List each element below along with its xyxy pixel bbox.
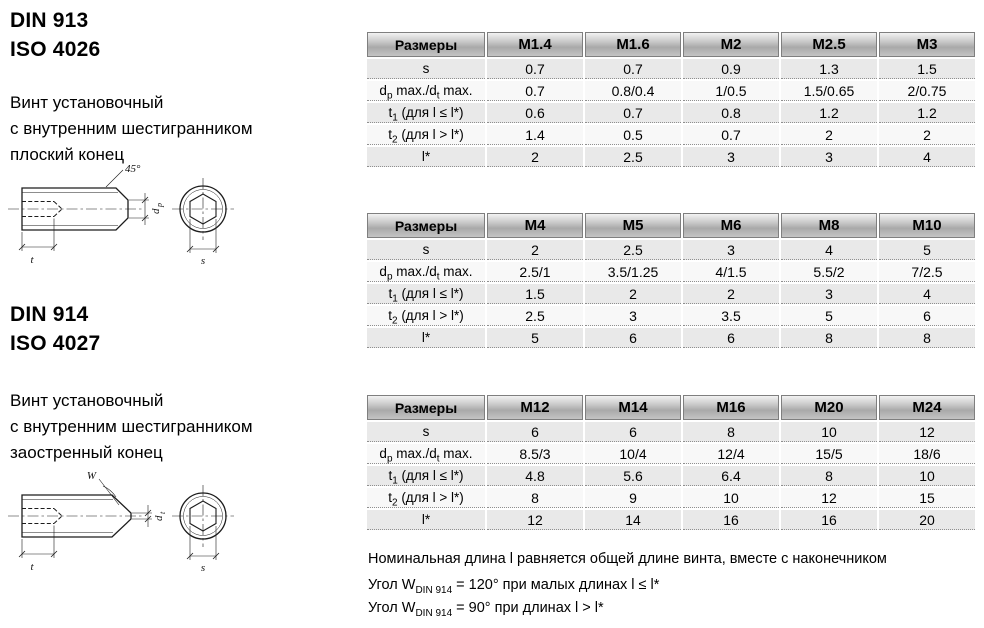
dimension-value: 4	[879, 147, 975, 167]
svg-text:t: t	[158, 511, 167, 514]
table-row	[367, 262, 975, 282]
dimension-value: 5	[781, 306, 877, 326]
dimension-value: 0.7	[487, 81, 583, 101]
column-header-size: M16	[683, 395, 779, 420]
column-header-size: M3	[879, 32, 975, 57]
table-row	[367, 328, 975, 348]
dimension-value: 1.5	[487, 284, 583, 304]
dimension-value: 8.5/3	[487, 444, 583, 464]
cone-point-diameter-label: d	[153, 515, 165, 521]
dimension-value: 2	[683, 284, 779, 304]
dimension-value: 15	[879, 488, 975, 508]
column-header-size: M24	[879, 395, 975, 420]
dimension-value: 1/0.5	[683, 81, 779, 101]
dimension-value: 1.5/0.65	[781, 81, 877, 101]
svg-text:p: p	[155, 203, 164, 207]
dimension-value: 10	[781, 422, 877, 442]
table-row	[367, 81, 975, 101]
column-header-size: M8	[781, 213, 877, 238]
dimension-value: 5	[879, 240, 975, 260]
table-row	[367, 284, 975, 304]
description-line: с внутренним шестигранником	[10, 417, 253, 436]
row-label: s	[367, 422, 485, 442]
dimension-value: 0.7	[585, 103, 681, 123]
flat-drawing-labels	[30, 163, 205, 267]
dimension-value: 0.6	[487, 103, 583, 123]
dimension-value: 1.5	[879, 59, 975, 79]
dimension-value: 12	[781, 488, 877, 508]
dimension-value: 4.8	[487, 466, 583, 486]
column-header-size: M5	[585, 213, 681, 238]
table-row	[367, 488, 975, 508]
row-label: l*	[367, 147, 485, 167]
dimension-value: 6	[487, 422, 583, 442]
dimension-value: 15/5	[781, 444, 877, 464]
dimension-value: 10/4	[585, 444, 681, 464]
dimension-value: 2.5	[585, 240, 681, 260]
row-label: $d_p$ $\max./d_t$ max.	[367, 81, 485, 101]
dimension-value: 4	[781, 240, 877, 260]
dimension-value: 1.4	[487, 125, 583, 145]
column-header-size: M2	[683, 32, 779, 57]
description-line: плоский конец	[10, 145, 125, 164]
dimension-value: 0.8/0.4	[585, 81, 681, 101]
header-row	[367, 213, 975, 238]
header-row	[367, 32, 975, 57]
column-header-size: M10	[879, 213, 975, 238]
dimension-value: 8	[487, 488, 583, 508]
dimension-value: 3	[683, 147, 779, 167]
dimension-value: 0.7	[585, 59, 681, 79]
column-header-sizes: Размеры	[367, 32, 485, 57]
dimension-value: 3	[781, 147, 877, 167]
dimension-value: 0.8	[683, 103, 779, 123]
table-row	[367, 103, 975, 123]
standard-heading-din913	[10, 6, 100, 64]
row-label: $t_2$ (для l > l*)	[367, 125, 485, 145]
note-nominal-length: Номинальная длина l равняется общей длине винта, вместе с наконечником	[368, 551, 887, 567]
column-header-size: M4	[487, 213, 583, 238]
description-din913	[10, 90, 253, 168]
din913-number: DIN 913	[10, 9, 89, 32]
cone-angle-label: W	[86, 470, 96, 482]
column-header-size: M1.6	[585, 32, 681, 57]
dimension-value: 9	[585, 488, 681, 508]
table-row	[367, 306, 975, 326]
dimension-value: 0.7	[683, 125, 779, 145]
chamfer-angle-label: 45°	[125, 163, 141, 175]
dimension-value: 18/6	[879, 444, 975, 464]
dimension-value: 2	[879, 125, 975, 145]
iso4026-number: ISO 4026	[10, 38, 101, 61]
column-header-size: M2.5	[781, 32, 877, 57]
row-label: $t_1$ (для l ≤ l*)	[367, 466, 485, 486]
table-row	[367, 125, 975, 145]
column-header-size: M14	[585, 395, 681, 420]
dimension-value: 6	[585, 422, 681, 442]
dimension-value: 1.2	[879, 103, 975, 123]
dimension-value: 2.5	[585, 147, 681, 167]
dimension-value: 3.5/1.25	[585, 262, 681, 282]
dimension-value: 5.6	[585, 466, 681, 486]
dimension-value: 12/4	[683, 444, 779, 464]
dimension-value: 16	[683, 510, 779, 530]
column-header-sizes: Размеры	[367, 395, 485, 420]
column-header-size: M1.4	[487, 32, 583, 57]
cone-screw-side-view	[8, 479, 152, 558]
dimension-value: 6	[585, 328, 681, 348]
description-line: с внутренним шестигранником	[10, 119, 253, 138]
header-row	[367, 395, 975, 420]
dimension-value: 3.5	[683, 306, 779, 326]
row-label: $t_1$ (для l ≤ l*)	[367, 284, 485, 304]
dimension-value: 6.4	[683, 466, 779, 486]
dimension-value: 0.5	[585, 125, 681, 145]
dimension-value: 8	[683, 422, 779, 442]
dimension-value: 8	[781, 466, 877, 486]
table-row	[367, 59, 975, 79]
dimensions-table-m12-m24	[365, 393, 977, 532]
dimension-value: 10	[879, 466, 975, 486]
dimension-value: 16	[781, 510, 877, 530]
dimension-value: 4/1.5	[683, 262, 779, 282]
din914-number: DIN 914	[10, 303, 89, 326]
row-label: l*	[367, 510, 485, 530]
flat-screw-end-view	[172, 178, 234, 253]
flat-screw-side-view	[8, 170, 149, 251]
dimensions-table-m4-m10	[365, 211, 977, 350]
dimension-value: 12	[879, 422, 975, 442]
dimension-value: 14	[585, 510, 681, 530]
dimension-value: 3	[781, 284, 877, 304]
cone-drawing-labels	[30, 470, 205, 574]
across-flats-label: s	[200, 255, 206, 267]
dimension-value: 20	[879, 510, 975, 530]
dimension-value: 6	[879, 306, 975, 326]
column-header-size: M12	[487, 395, 583, 420]
dimension-value: 10	[683, 488, 779, 508]
dimension-value: 1.2	[781, 103, 877, 123]
row-label: l*	[367, 328, 485, 348]
dimension-value: 0.7	[487, 59, 583, 79]
dimension-value: 2	[585, 284, 681, 304]
row-label: s	[367, 240, 485, 260]
row-label: $t_2$ (для l > l*)	[367, 488, 485, 508]
note-angle-90: Угол $W_{DIN 914} = 90^\circ$ при длинах l > l*	[368, 600, 604, 619]
table-row	[367, 147, 975, 167]
table-row	[367, 240, 975, 260]
table-row	[367, 510, 975, 530]
dimension-value: 7/2.5	[879, 262, 975, 282]
cone-screw-end-view	[172, 485, 234, 560]
dimension-value: 5.5/2	[781, 262, 877, 282]
dimension-value: 5	[487, 328, 583, 348]
dimension-value: 2	[487, 240, 583, 260]
flat-point-diameter-label: d	[150, 208, 162, 214]
dimension-value: 0.9	[683, 59, 779, 79]
dimension-value: 12	[487, 510, 583, 530]
description-din914	[10, 388, 253, 466]
socket-depth-label: t	[30, 254, 34, 266]
flat-point-screw-drawing	[2, 163, 264, 269]
dimension-value: 6	[683, 328, 779, 348]
dimension-value: 3	[585, 306, 681, 326]
dimension-value: 8	[781, 328, 877, 348]
dimension-value: 2	[487, 147, 583, 167]
row-label: $t_1$ (для l ≤ l*)	[367, 103, 485, 123]
dimension-value: 2.5/1	[487, 262, 583, 282]
description-line: заостренный конец	[10, 443, 163, 462]
note-angle-120: Угол $W_{DIN 914} = 120^\circ$ при малых длинах l ≤ l*	[368, 577, 660, 596]
dimension-value: 2	[781, 125, 877, 145]
table-row	[367, 422, 975, 442]
socket-depth-label: t	[30, 561, 34, 573]
dimension-value: 2.5	[487, 306, 583, 326]
dimension-value: 8	[879, 328, 975, 348]
table-row	[367, 444, 975, 464]
standard-heading-din914	[10, 300, 100, 358]
row-label: $t_2$ (для l > l*)	[367, 306, 485, 326]
row-label: $d_p$ $\max./d_t$ max.	[367, 262, 485, 282]
dimension-value: 1.3	[781, 59, 877, 79]
row-label: s	[367, 59, 485, 79]
description-line: Винт установочный	[10, 391, 164, 410]
table-row	[367, 466, 975, 486]
dimension-value: 2/0.75	[879, 81, 975, 101]
row-label: $d_p$ $\max./d_t$ max.	[367, 444, 485, 464]
column-header-sizes: Размеры	[367, 213, 485, 238]
column-header-size: M20	[781, 395, 877, 420]
iso4027-number: ISO 4027	[10, 332, 101, 355]
description-line: Винт установочный	[10, 93, 164, 112]
dimension-value: 4	[879, 284, 975, 304]
across-flats-label: s	[200, 562, 206, 574]
dimensions-table-m1-4-m3	[365, 30, 977, 169]
column-header-size: M6	[683, 213, 779, 238]
dimension-value: 3	[683, 240, 779, 260]
cone-point-screw-drawing	[2, 470, 264, 576]
